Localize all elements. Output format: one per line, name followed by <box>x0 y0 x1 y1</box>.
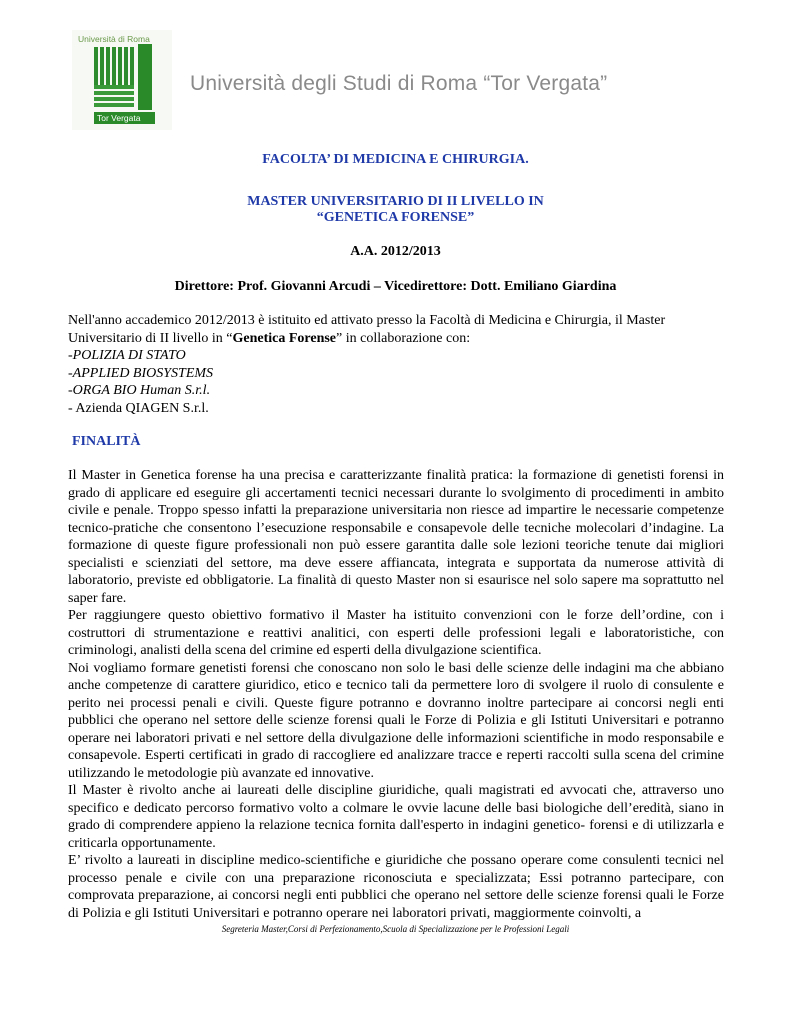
university-logo <box>72 30 172 130</box>
partner-item: - Azienda QIAGEN S.r.l. <box>68 400 209 416</box>
body-paragraph: Noi vogliamo formare genetisti forensi che conoscano non solo le basi delle scienze delle indagini ma che abbiano anche competenze di carattere giuridico, etico e tecnico tali da permettere loro di svolgere il ruolo di consulente e perito nei processi penali e civili. Queste figure potranno e dovranno inoltre partecipare ai concorsi negli enti pubblici che operano nel settore delle scienze forensi quali le Forze di Polizia e gli Istituti Universitari e potranno operare nei laboratori privati e nel settore della divulgazione delle informazioni scientifiche in modo responsabile e consapevole. Esperti certificati in grado di raccogliere ed analizzare tracce e reperti raccolti sulla scena del crimine utilizzando le metodologie più avanzate ed innovative. <box>68 660 724 781</box>
course-name-bold: Genetica Forense <box>232 330 337 346</box>
section-title-finalita: FINALITÀ <box>72 434 141 449</box>
academic-year: A.A. 2012/2013 <box>350 244 441 259</box>
body-text <box>68 467 724 922</box>
partner-item: -APPLIED BIOSYSTEMS <box>68 365 214 381</box>
partner-item: -ORGA BIO Human S.r.l. <box>68 383 211 398</box>
body-paragraph: E’ rivolto a laureati in discipline medico-scientifiche e giuridiche che possano operare come consulenti tecnici nel processo penale e civile con una preparazione riconosciuta e specializzata; Essi potranno partecipare, con comprovata preparazione, ai concorsi negli enti pubblici che operano nel settore delle scienze forensi quali le Forze di Polizia e gli Istituti Universitari e potranno operare nei laboratori privati, maggiormente coinvolti, a <box>68 853 724 921</box>
logo-bottom-text: Tor Vergata <box>94 112 155 124</box>
intro-line-1: Nell'anno accademico 2012/2013 è istituito ed attivato presso la Facoltà di Medicina e Chirurgia, il Master <box>68 313 666 328</box>
master-title-line1: MASTER UNIVERSITARIO DI II LIVELLO IN <box>247 194 544 209</box>
master-title-line2: “GENETICA FORENSE” <box>316 210 475 225</box>
logo-top-text: Università di Roma <box>78 34 150 44</box>
body-paragraph: Per raggiungere questo obiettivo formativo il Master ha istituito convenzioni con le forze dell’ordine, con i costruttori di strumentazione e reattivi analitici, con esperti delle professioni legali e laboratoristiche, con criminologi, analisti della scena del crimine ed esperti della divulgazione scientifica. <box>68 608 724 658</box>
partner-item: -POLIZIA DI STATO <box>68 348 186 363</box>
faculty-title: FACOLTA’ DI MEDICINA E CHIRURGIA. <box>262 152 529 167</box>
intro-line-2 <box>68 330 724 348</box>
university-name: Università degli Studi di Roma “Tor Vergata” <box>190 72 608 95</box>
intro-line-2-suffix: ” in collaborazione con: <box>336 330 471 346</box>
body-paragraph: Il Master è rivolto anche ai laureati delle discipline giuridiche, quali magistrati ed avvocati che, attraverso uno specifico e dedicato percorso formativo volto a colmare le ovvie lacune delle basi biologiche dell’eredità, siano in grado di comprendere appieno la relazione tecnica fornita dall'esperto in indagini genetico- forensi e di utilizzarla e criticarla opportunamente. <box>68 783 724 851</box>
directors-line: Direttore: Prof. Giovanni Arcudi – Vicedirettore: Dott. Emiliano Giardina <box>174 279 617 294</box>
body-paragraph: Il Master in Genetica forense ha una precisa e caratterizzante finalità pratica: la formazione di genetisti forensi in grado di applicare ed eseguire gli accertamenti tecnici necessari durante lo svolgimento di procedimenti in ambito civile e penale. Troppo spesso infatti la preparazione universitaria non riesce ad impartire le necessarie competenze tecnico-pratiche che consentono l’esecuzione responsabile e consapevole delle tecniche molecolari d’indagine. La formazione di queste figure professionali non può essere garantita dalle sole lezioni teoriche tenute dai migliori specialisti e scienziati del settore, ma deve essere affiancata, integrata e supportata da numerose attività di laboratorio, previste ed obbligatorie. La finalità di questo Master non si esaurisce nel solo sapere ma soprattutto nel saper fare. <box>68 468 724 606</box>
page-footer: Segreteria Master,Corsi di Perfezionamento,Scuola di Specializzazione per le Professioni Legali <box>221 924 570 934</box>
intro-block <box>68 312 724 417</box>
intro-line-2-prefix: Universitario di II livello in “ <box>68 330 233 346</box>
